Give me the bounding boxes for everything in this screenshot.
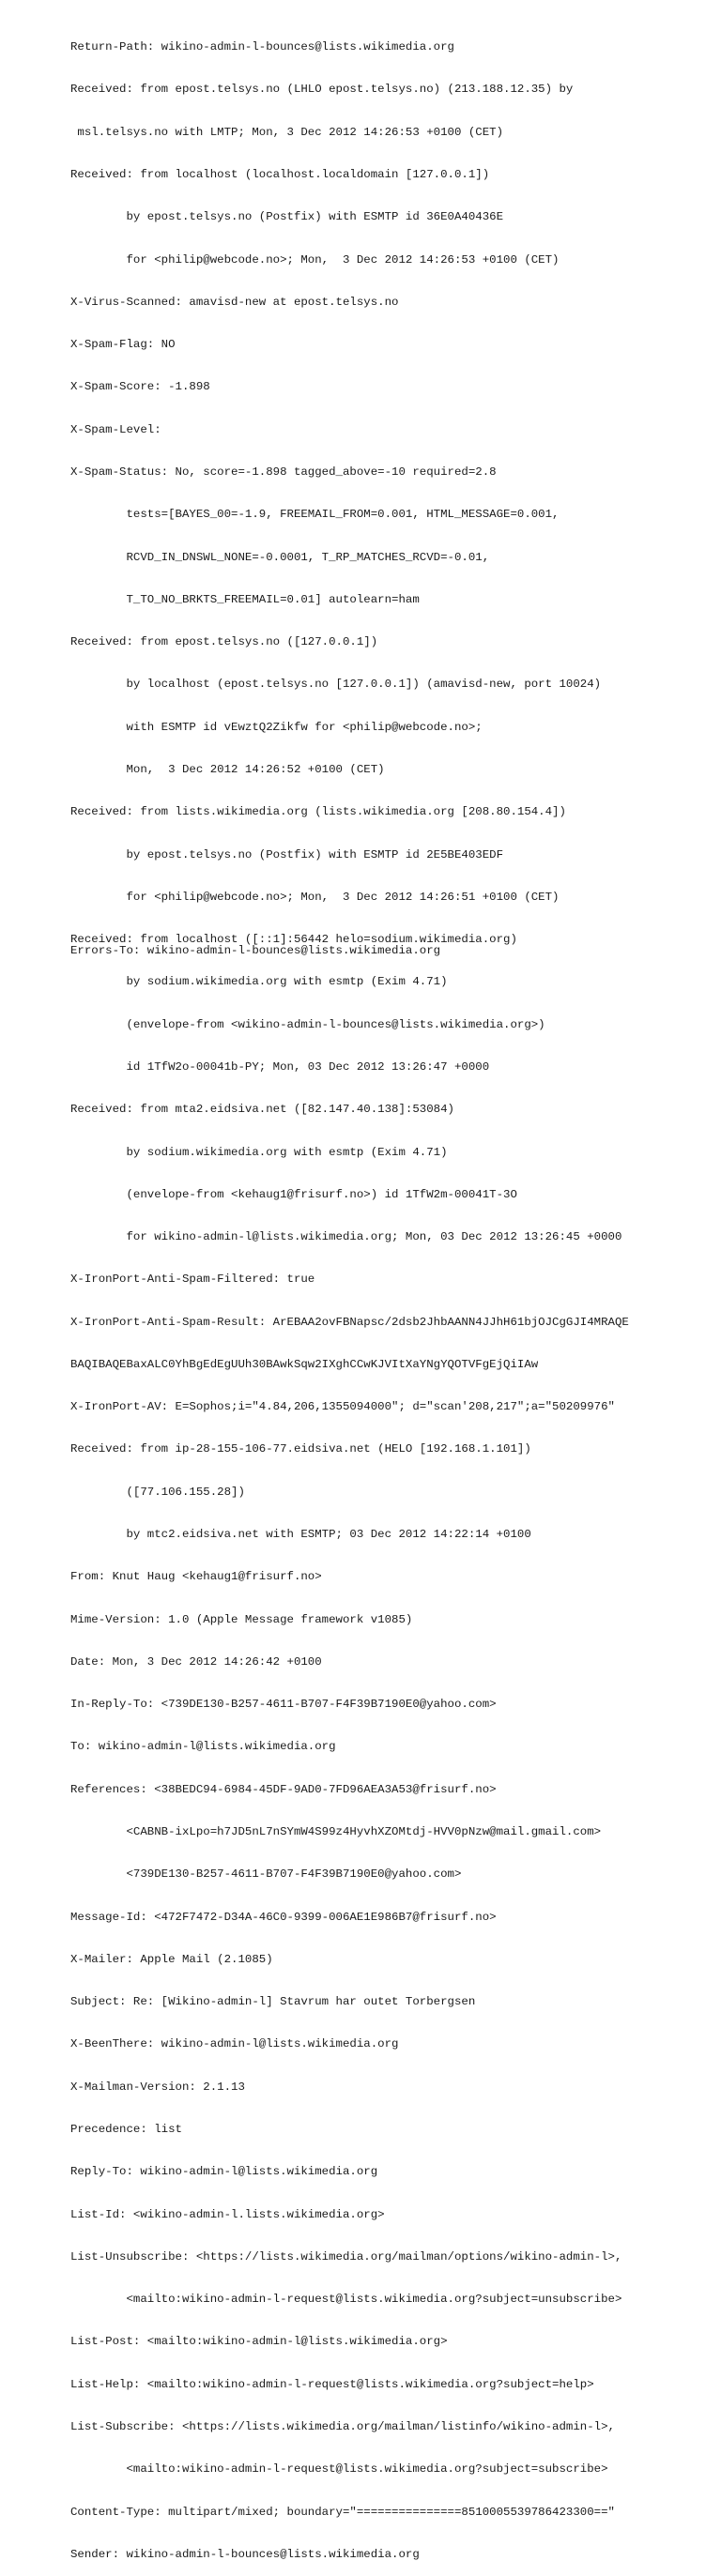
header-line: Reply-To: wikino-admin-l@lists.wikimedia.org <box>70 2165 378 2179</box>
header-line: In-Reply-To: <739DE130-B257-4611-B707-F4F39B7190E0@yahoo.com> <box>70 1698 497 1712</box>
header-line: X-Mailer: Apple Mail (2.1085) <box>70 1952 273 1966</box>
header-line: X-Mailman-Version: 2.1.13 <box>70 2080 245 2094</box>
header-line: To: wikino-admin-l@lists.wikimedia.org <box>70 1740 336 1754</box>
header-line: (envelope-from <wikino-admin-l-bounces@lists.wikimedia.org>) <box>70 1017 545 1031</box>
header-line: X-Spam-Status: No, score=-1.898 tagged_above=-10 required=2.8 <box>70 465 497 479</box>
errors-to-line: Errors-To: wikino-admin-l-bounces@lists.wikimedia.org <box>70 944 441 957</box>
email-header-block <box>70 12 718 2576</box>
header-line: <mailto:wikino-admin-l-request@lists.wikimedia.org?subject=subscribe> <box>70 2462 608 2477</box>
header-line: Received: from lists.wikimedia.org (lists.wikimedia.org [208.80.154.4]) <box>70 805 566 819</box>
header-line: Return-Path: wikino-admin-l-bounces@lists.wikimedia.org <box>70 40 454 54</box>
header-line: Received: from mta2.eidsiva.net ([82.147.40.138]:53084) <box>70 1103 454 1117</box>
header-line: RCVD_IN_DNSWL_NONE=-0.0001, T_RP_MATCHES_RCVD=-0.01, <box>70 550 490 564</box>
header-line: with ESMTP id vEwztQ2Zikfw for <philip@webcode.no>; <box>70 720 483 734</box>
header-line: X-IronPort-Anti-Spam-Filtered: true <box>70 1273 315 1287</box>
header-line: Precedence: list <box>70 2122 182 2136</box>
header-line: (envelope-from <kehaug1@frisurf.no>) id 1TfW2m-00041T-3O <box>70 1187 517 1201</box>
header-line: by epost.telsys.no (Postfix) with ESMTP id 2E5BE403EDF <box>70 847 504 861</box>
header-line: X-IronPort-Anti-Spam-Result: ArEBAA2ovFBNapsc/2dsb2JhbAANN4JJhH61bjOJCgGJI4MRAQE <box>70 1315 629 1329</box>
header-line: Date: Mon, 3 Dec 2012 14:26:42 +0100 <box>70 1654 322 1669</box>
header-line: X-Spam-Score: -1.898 <box>70 380 210 394</box>
header-line: X-BeenThere: wikino-admin-l@lists.wikimedia.org <box>70 2037 399 2051</box>
header-line: for wikino-admin-l@lists.wikimedia.org; Mon, 03 Dec 2012 13:26:45 +0000 <box>70 1230 622 1244</box>
header-line: Message-Id: <472F7472-D34A-46C0-9399-006AE1E986B7@frisurf.no> <box>70 1910 497 1924</box>
header-line: tests=[BAYES_00=-1.9, FREEMAIL_FROM=0.001, HTML_MESSAGE=0.001, <box>70 508 560 522</box>
header-line: id 1TfW2o-00041b-PY; Mon, 03 Dec 2012 13:26:47 +0000 <box>70 1059 490 1074</box>
header-line: Content-Type: multipart/mixed; boundary="===============8510005539786423300==" <box>70 2505 615 2519</box>
header-line: Received: from localhost (localhost.localdomain [127.0.0.1]) <box>70 168 490 182</box>
header-line: ([77.106.155.28]) <box>70 1485 245 1499</box>
header-line: <CABNB-ixLpo=h7JD5nL7nSYmW4S99z4HyvhXZOMtdj-HVV0pNzw@mail.gmail.com> <box>70 1825 602 1838</box>
header-line: by sodium.wikimedia.org with esmtp (Exim 4.71) <box>70 1145 448 1159</box>
header-line: Mon, 3 Dec 2012 14:26:52 +0100 (CET) <box>70 762 385 776</box>
header-line: Received: from ip-28-155-106-77.eidsiva.net (HELO [192.168.1.101]) <box>70 1442 531 1456</box>
header-line: From: Knut Haug <kehaug1@frisurf.no> <box>70 1570 322 1584</box>
header-line: References: <38BEDC94-6984-45DF-9AD0-7FD96AEA3A53@frisurf.no> <box>70 1782 497 1796</box>
header-line: for <philip@webcode.no>; Mon, 3 Dec 2012 14:26:53 +0100 (CET) <box>70 252 560 267</box>
header-line: by epost.telsys.no (Postfix) with ESMTP id 36E0A40436E <box>70 210 504 224</box>
header-line: Received: from localhost ([::1]:56442 helo=sodium.wikimedia.org) <box>70 933 517 947</box>
header-line: for <philip@webcode.no>; Mon, 3 Dec 2012 14:26:51 +0100 (CET) <box>70 890 560 904</box>
header-line: Mime-Version: 1.0 (Apple Message framework v1085) <box>70 1612 413 1626</box>
header-line: Sender: wikino-admin-l-bounces@lists.wikimedia.org <box>70 2547 420 2561</box>
header-line: List-Unsubscribe: <https://lists.wikimedia.org/mailman/options/wikino-admin-l>, <box>70 2249 622 2264</box>
header-line: BAQIBAQEBaxALC0YhBgEdEgUUh30BAwkSqw2IXghCCwKJVItXaYNgYQOTVFgEjQiIAw <box>70 1357 539 1371</box>
header-line: by sodium.wikimedia.org with esmtp (Exim 4.71) <box>70 975 448 989</box>
header-line: X-Virus-Scanned: amavisd-new at epost.telsys.no <box>70 295 399 309</box>
header-line: <739DE130-B257-4611-B707-F4F39B7190E0@yahoo.com> <box>70 1867 462 1882</box>
header-line: by mtc2.eidsiva.net with ESMTP; 03 Dec 2012 14:22:14 +0100 <box>70 1528 531 1542</box>
header-line: List-Post: <mailto:wikino-admin-l@lists.wikimedia.org> <box>70 2335 448 2349</box>
header-line: X-Spam-Flag: NO <box>70 338 176 352</box>
header-line: X-Spam-Level: <box>70 422 161 436</box>
header-line: Subject: Re: [Wikino-admin-l] Stavrum har outet Torbergsen <box>70 1995 476 2009</box>
header-line: by localhost (epost.telsys.no [127.0.0.1]) (amavisd-new, port 10024) <box>70 678 602 692</box>
header-line: List-Subscribe: <https://lists.wikimedia.org/mailman/listinfo/wikino-admin-l>, <box>70 2419 615 2433</box>
header-line: T_TO_NO_BRKTS_FREEMAIL=0.01] autolearn=ham <box>70 592 420 606</box>
header-line: <mailto:wikino-admin-l-request@lists.wikimedia.org?subject=unsubscribe> <box>70 2293 622 2307</box>
header-line: Received: from epost.telsys.no (LHLO epost.telsys.no) (213.188.12.35) by <box>70 83 574 97</box>
header-line: msl.telsys.no with LMTP; Mon, 3 Dec 2012 14:26:53 +0100 (CET) <box>70 125 504 139</box>
header-line: List-Help: <mailto:wikino-admin-l-request@lists.wikimedia.org?subject=help> <box>70 2377 594 2391</box>
header-line: Received: from epost.telsys.no ([127.0.0.1]) <box>70 635 378 649</box>
header-line: X-IronPort-AV: E=Sophos;i="4.84,206,1355094000"; d="scan'208,217";a="50209976" <box>70 1400 615 1414</box>
header-line: List-Id: <wikino-admin-l.lists.wikimedia.org> <box>70 2207 385 2221</box>
